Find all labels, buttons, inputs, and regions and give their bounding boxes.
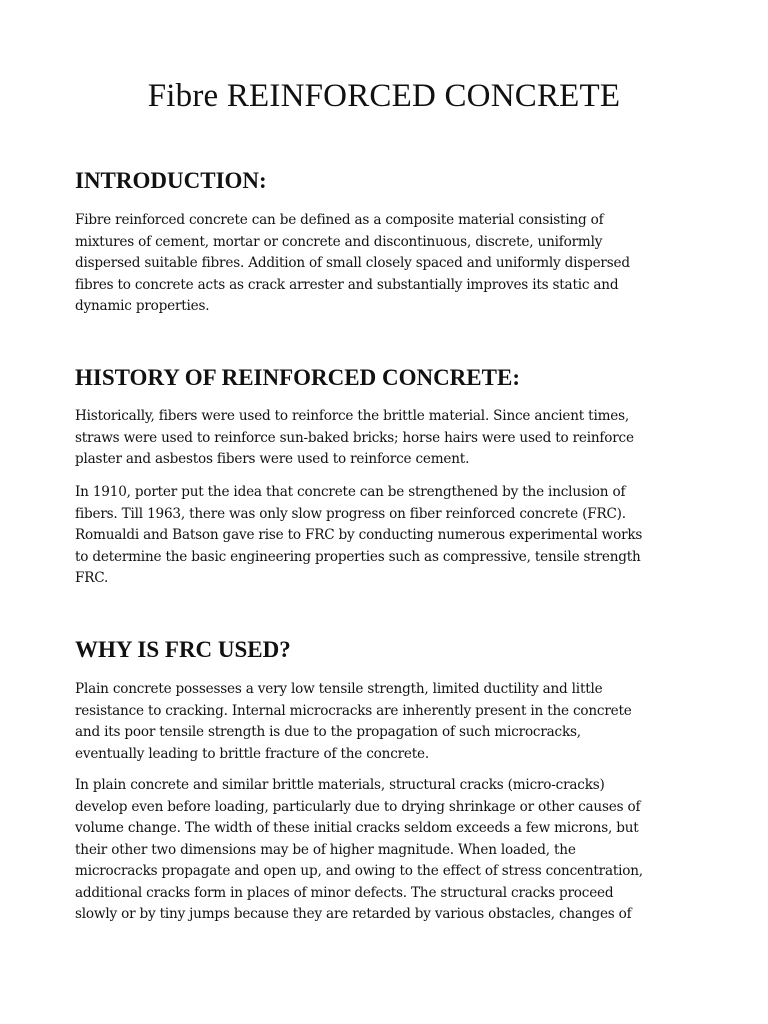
paragraph-history-2 bbox=[75, 482, 695, 590]
text-line: to determine the basic engineering properties such as compressive, tensile strength bbox=[75, 548, 641, 565]
section-heading-introduction: INTRODUCTION: bbox=[75, 168, 267, 193]
text-line: slowly or by tiny jumps because they are retarded by various obstacles, changes of bbox=[75, 906, 632, 922]
paragraph-why-frc-2 bbox=[75, 775, 695, 926]
document-title: Fibre REINFORCED CONCRETE bbox=[147, 78, 621, 114]
text-line: their other two dimensions may be of higher magnitude. When loaded, the bbox=[75, 841, 576, 858]
text-line: eventually leading to brittle fracture of the concrete. bbox=[75, 745, 430, 762]
text-line: and its poor tensile strength is due to the propagation of such microcracks, bbox=[75, 724, 581, 740]
text-line: fibers. Till 1963, there was only slow progress on fiber reinforced concrete (FRC). bbox=[75, 505, 626, 522]
text-line: dispersed suitable fibres. Addition of small closely spaced and uniformly dispersed bbox=[75, 255, 630, 271]
text-line: Historically, fibers were used to reinforce the brittle material. Since ancient times, bbox=[75, 408, 630, 424]
text-line: dynamic properties. bbox=[75, 298, 210, 314]
text-line: resistance to cracking. Internal microcracks are inherently present in the concrete bbox=[75, 702, 632, 719]
paragraph-why-frc-1 bbox=[75, 679, 695, 765]
text-line: develop even before loading, particularly due to drying shrinkage or other causes of bbox=[75, 798, 641, 815]
text-line: volume change. The width of these initial cracks seldom exceeds a few microns, but bbox=[75, 820, 639, 836]
paragraph-history-1 bbox=[75, 406, 695, 471]
text-line: microcracks propagate and open up, and owing to the effect of stress concentration, bbox=[75, 863, 643, 879]
paragraph-introduction bbox=[75, 210, 695, 318]
text-line: Fibre reinforced concrete can be defined as a composite material consisting of bbox=[75, 212, 604, 228]
text-line: In 1910, porter put the idea that concrete can be strengthened by the inclusion of bbox=[75, 484, 626, 500]
section-heading-history: HISTORY OF REINFORCED CONCRETE: bbox=[75, 365, 520, 390]
text-line: additional cracks form in places of minor defects. The structural cracks proceed bbox=[75, 884, 614, 901]
text-line: plaster and asbestos fibers were used to reinforce cement. bbox=[75, 451, 470, 467]
text-line: FRC. bbox=[75, 570, 109, 586]
text-line: fibres to concrete acts as crack arrester and substantially improves its static and bbox=[75, 276, 619, 293]
section-heading-why-frc: WHY IS FRC USED? bbox=[75, 637, 291, 662]
text-line: Plain concrete possesses a very low tensile strength, limited ductility and little bbox=[75, 681, 603, 697]
text-line: straws were used to reinforce sun-baked bricks; horse hairs were used to reinforce bbox=[75, 429, 634, 446]
text-line: In plain concrete and similar brittle materials, structural cracks (micro-cracks) bbox=[75, 777, 605, 793]
text-line: Romualdi and Batson gave rise to FRC by conducting numerous experimental works bbox=[75, 527, 643, 543]
text-line: mixtures of cement, mortar or concrete and discontinuous, discrete, uniformly bbox=[75, 233, 603, 250]
